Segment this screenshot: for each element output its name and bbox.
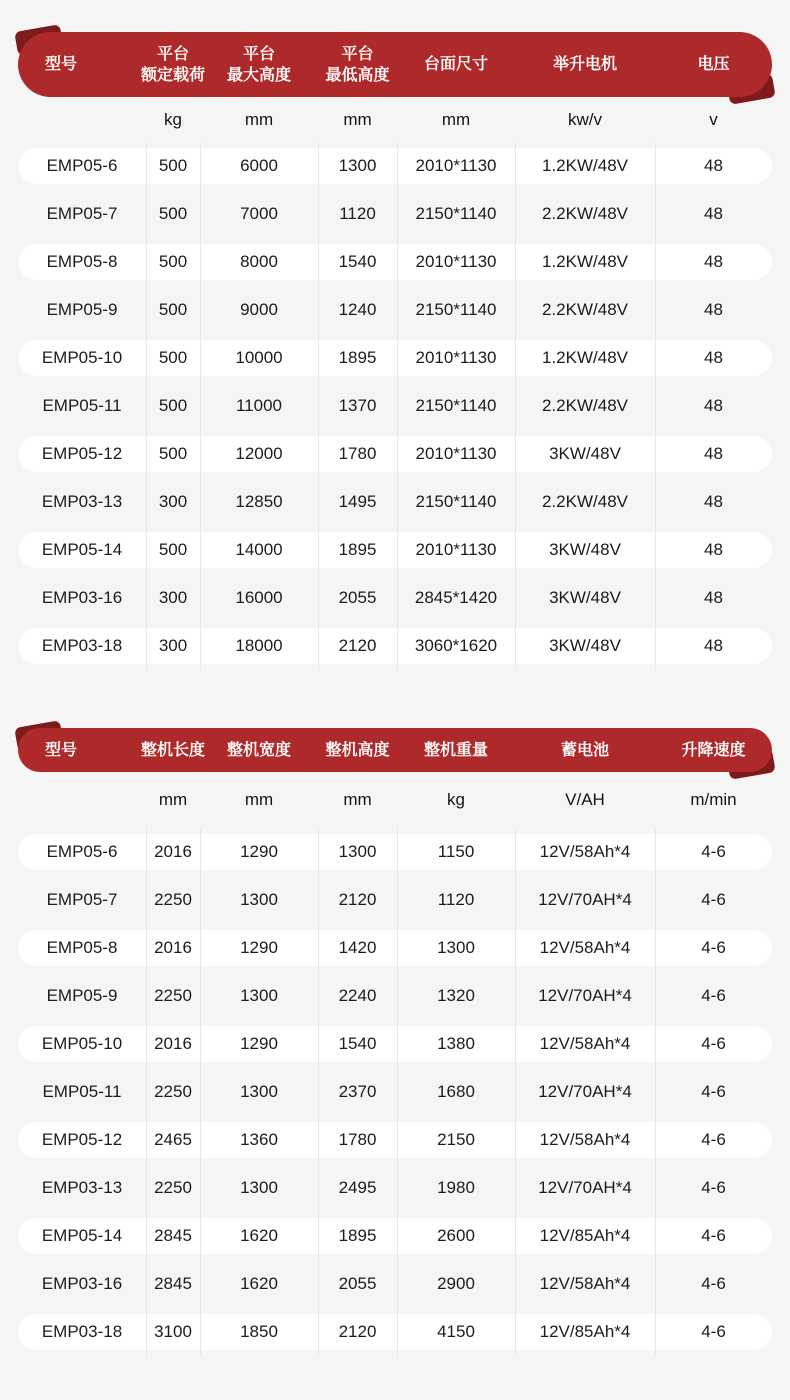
value-cell: 1895 xyxy=(338,348,377,367)
table-row xyxy=(18,882,772,918)
value-cell: 1895 xyxy=(338,540,377,559)
value-cell: 4-6 xyxy=(701,1322,726,1341)
value-cell: 1780 xyxy=(338,444,377,463)
value-cell: 12V/70AH*4 xyxy=(538,1082,632,1101)
value-cell: 1150 xyxy=(437,842,475,861)
table-row xyxy=(18,978,772,1014)
value-cell: 3KW/48V xyxy=(549,444,621,463)
column-divider xyxy=(318,828,319,1356)
machine-spec-table xyxy=(18,728,772,1356)
value-cell: 4-6 xyxy=(701,890,726,909)
value-cell: 300 xyxy=(158,492,188,511)
value-cell: 48 xyxy=(704,300,723,319)
value-cell: 10000 xyxy=(235,348,283,367)
column-divider xyxy=(515,142,516,670)
col-lift-speed: 升降速度 xyxy=(681,741,746,759)
value-cell: 2.2KW/48V xyxy=(542,204,628,223)
value-cell: 2845 xyxy=(154,1274,192,1293)
value-cell: 1895 xyxy=(338,1226,377,1245)
value-cell: 2845 xyxy=(154,1226,192,1245)
value-cell: 2016 xyxy=(154,938,192,957)
table-row xyxy=(18,1074,772,1110)
value-cell: 2.2KW/48V xyxy=(542,300,628,319)
value-cell: 2150*1140 xyxy=(415,204,497,223)
value-cell: 16000 xyxy=(235,588,283,607)
value-cell: 6000 xyxy=(240,156,278,175)
value-cell: 4-6 xyxy=(701,1178,726,1197)
column-divider xyxy=(515,828,516,1356)
value-cell: 4150 xyxy=(437,1322,475,1341)
unit-v: v xyxy=(709,109,718,129)
value-cell: 3KW/48V xyxy=(549,540,621,559)
value-cell: 1420 xyxy=(338,938,377,957)
value-cell: 4-6 xyxy=(701,1034,726,1053)
model-cell: EMP05-8 xyxy=(46,938,118,957)
value-cell: 1300 xyxy=(240,986,278,1005)
column-divider xyxy=(146,828,147,1356)
value-cell: 2016 xyxy=(154,1034,192,1053)
value-cell: 4-6 xyxy=(701,842,726,861)
model-cell: EMP05-14 xyxy=(41,540,123,559)
value-cell: 3100 xyxy=(154,1322,192,1341)
table-row xyxy=(18,436,772,472)
value-cell: 3KW/48V xyxy=(549,588,621,607)
value-cell: 48 xyxy=(704,636,723,655)
model-cell: EMP05-7 xyxy=(46,890,118,909)
value-cell: 2495 xyxy=(338,1178,377,1197)
value-cell: 11000 xyxy=(235,396,282,415)
value-cell: 1300 xyxy=(240,890,278,909)
value-cell: 12V/70AH*4 xyxy=(538,890,632,909)
value-cell: 48 xyxy=(704,540,723,559)
model-cell: EMP05-7 xyxy=(46,204,118,223)
value-cell: 2370 xyxy=(338,1082,377,1101)
column-divider xyxy=(397,142,398,670)
value-cell: 48 xyxy=(704,252,723,271)
value-cell: 4-6 xyxy=(701,1274,726,1293)
col-model: 型号 xyxy=(45,741,78,759)
col-rated-load: 平台 额定载荷 xyxy=(141,45,206,84)
model-cell: EMP05-9 xyxy=(46,986,118,1005)
col-overall-width: 整机宽度 xyxy=(226,741,291,759)
value-cell: 12V/58Ah*4 xyxy=(539,1130,631,1149)
model-cell: EMP03-18 xyxy=(41,636,123,655)
unit-mm-min: mm xyxy=(343,109,372,129)
value-cell: 1370 xyxy=(338,396,377,415)
model-cell: EMP03-16 xyxy=(41,588,123,607)
value-cell: 1120 xyxy=(339,204,376,223)
model-cell: EMP05-6 xyxy=(46,842,118,861)
value-cell: 500 xyxy=(158,156,188,175)
table-row xyxy=(18,628,772,664)
value-cell: 12V/58Ah*4 xyxy=(539,1034,631,1053)
table-row xyxy=(18,1122,772,1158)
value-cell: 2.2KW/48V xyxy=(542,492,628,511)
value-cell: 2120 xyxy=(338,636,377,655)
value-cell: 2150*1140 xyxy=(415,396,497,415)
value-cell: 9000 xyxy=(240,300,278,319)
model-cell: EMP05-8 xyxy=(46,252,118,271)
value-cell: 1.2KW/48V xyxy=(542,252,628,271)
value-cell: 1680 xyxy=(437,1082,475,1101)
value-cell: 1360 xyxy=(240,1130,278,1149)
table-row xyxy=(18,1314,772,1350)
value-cell: 12V/85Ah*4 xyxy=(539,1322,631,1341)
value-cell: 12V/70AH*4 xyxy=(538,1178,632,1197)
value-cell: 1.2KW/48V xyxy=(542,348,628,367)
table1-units-row xyxy=(18,97,772,142)
value-cell: 2016 xyxy=(154,842,192,861)
col-overall-length: 整机长度 xyxy=(141,741,206,759)
unit-kg: kg xyxy=(164,109,182,129)
col-model: 型号 xyxy=(45,56,78,73)
value-cell: 48 xyxy=(704,492,723,511)
unit-kwv: kw/v xyxy=(568,109,602,129)
value-cell: 1780 xyxy=(338,1130,377,1149)
value-cell: 48 xyxy=(704,444,723,463)
value-cell: 1980 xyxy=(437,1178,475,1197)
value-cell: 8000 xyxy=(240,252,278,271)
unit-kg: kg xyxy=(447,790,465,809)
value-cell: 300 xyxy=(158,636,188,655)
value-cell: 2250 xyxy=(154,890,192,909)
value-cell: 18000 xyxy=(235,636,283,655)
unit-mmin: m/min xyxy=(690,790,737,809)
col-battery: 蓄电池 xyxy=(560,741,609,759)
value-cell: 2150*1140 xyxy=(415,300,497,319)
value-cell: 2055 xyxy=(338,588,377,607)
value-cell: 48 xyxy=(704,396,723,415)
value-cell: 500 xyxy=(158,252,188,271)
table-row xyxy=(18,580,772,616)
value-cell: 2010*1130 xyxy=(415,252,497,271)
table1-header-row xyxy=(18,32,772,97)
column-divider xyxy=(200,828,201,1356)
value-cell: 14000 xyxy=(235,540,283,559)
value-cell: 1495 xyxy=(338,492,377,511)
value-cell: 1120 xyxy=(437,890,475,909)
column-divider xyxy=(200,142,201,670)
column-divider xyxy=(146,142,147,670)
value-cell: 2010*1130 xyxy=(415,348,497,367)
model-cell: EMP03-16 xyxy=(41,1274,123,1293)
value-cell: 2010*1130 xyxy=(415,156,497,175)
value-cell: 3060*1620 xyxy=(414,636,498,655)
table-row xyxy=(18,1170,772,1206)
value-cell: 12V/58Ah*4 xyxy=(539,1274,631,1293)
value-cell: 1620 xyxy=(240,1226,278,1245)
value-cell: 2600 xyxy=(437,1226,475,1245)
table-row xyxy=(18,340,772,376)
table2-rows xyxy=(18,828,772,1356)
value-cell: 1850 xyxy=(240,1322,278,1341)
value-cell: 4-6 xyxy=(701,1082,726,1101)
value-cell: 48 xyxy=(704,204,723,223)
value-cell: 2250 xyxy=(154,1082,192,1101)
value-cell: 4-6 xyxy=(701,1130,726,1149)
value-cell: 48 xyxy=(704,156,723,175)
value-cell: 2845*1420 xyxy=(414,588,498,607)
value-cell: 1320 xyxy=(437,986,475,1005)
value-cell: 500 xyxy=(158,348,188,367)
model-cell: EMP05-10 xyxy=(41,348,123,367)
spec-sheet xyxy=(18,0,772,1356)
col-lift-motor: 举升电机 xyxy=(552,56,617,73)
table-row xyxy=(18,388,772,424)
platform-spec-table xyxy=(18,32,772,670)
table-row xyxy=(18,532,772,568)
table-row xyxy=(18,148,772,184)
unit-mm-size: mm xyxy=(441,109,471,129)
table-row xyxy=(18,196,772,232)
value-cell: 2250 xyxy=(154,986,192,1005)
model-cell: EMP05-11 xyxy=(42,396,122,415)
unit-mm-max: mm xyxy=(244,109,274,129)
value-cell: 2120 xyxy=(338,1322,377,1341)
value-cell: 48 xyxy=(704,588,723,607)
value-cell: 2465 xyxy=(154,1130,192,1149)
value-cell: 300 xyxy=(158,588,188,607)
value-cell: 2240 xyxy=(338,986,377,1005)
value-cell: 500 xyxy=(158,444,188,463)
value-cell: 2055 xyxy=(338,1274,377,1293)
column-divider xyxy=(655,142,656,670)
model-cell: EMP05-12 xyxy=(41,444,123,463)
model-cell: EMP03-18 xyxy=(41,1322,123,1341)
col-voltage: 电压 xyxy=(697,56,730,73)
value-cell: 500 xyxy=(158,540,188,559)
value-cell: 12V/70AH*4 xyxy=(538,986,632,1005)
value-cell: 500 xyxy=(158,300,188,319)
col-overall-height: 整机高度 xyxy=(325,741,390,759)
column-divider xyxy=(655,828,656,1356)
value-cell: 4-6 xyxy=(701,938,726,957)
value-cell: 500 xyxy=(158,204,188,223)
value-cell: 2010*1130 xyxy=(415,444,497,463)
model-cell: EMP03-13 xyxy=(41,1178,123,1197)
value-cell: 1.2KW/48V xyxy=(542,156,628,175)
value-cell: 4-6 xyxy=(701,1226,726,1245)
table-row xyxy=(18,244,772,280)
value-cell: 48 xyxy=(704,348,723,367)
table2-units-row xyxy=(18,772,772,828)
table-row xyxy=(18,484,772,520)
value-cell: 1290 xyxy=(240,1034,278,1053)
table-row xyxy=(18,1266,772,1302)
col-min-height: 平台 最低高度 xyxy=(325,45,390,84)
value-cell: 1300 xyxy=(240,1178,278,1197)
value-cell: 1540 xyxy=(338,1034,377,1053)
value-cell: 1380 xyxy=(437,1034,475,1053)
model-cell: EMP05-10 xyxy=(41,1034,123,1053)
value-cell: 1240 xyxy=(338,300,377,319)
value-cell: 4-6 xyxy=(701,986,726,1005)
value-cell: 12V/58Ah*4 xyxy=(539,938,631,957)
col-platform-size: 台面尺寸 xyxy=(423,56,488,73)
unit-mm-width: mm xyxy=(244,790,274,809)
model-cell: EMP05-12 xyxy=(41,1130,123,1149)
unit-vah: V/AH xyxy=(565,790,605,809)
model-cell: EMP05-14 xyxy=(41,1226,123,1245)
value-cell: 1620 xyxy=(240,1274,278,1293)
value-cell: 1290 xyxy=(240,842,278,861)
model-cell: EMP05-6 xyxy=(46,156,118,175)
col-overall-weight: 整机重量 xyxy=(423,741,488,759)
column-divider xyxy=(318,142,319,670)
column-divider xyxy=(397,828,398,1356)
value-cell: 3KW/48V xyxy=(549,636,621,655)
model-cell: EMP05-11 xyxy=(42,1082,122,1101)
value-cell: 1300 xyxy=(338,842,377,861)
value-cell: 1290 xyxy=(240,938,278,957)
model-cell: EMP05-9 xyxy=(46,300,118,319)
col-max-height: 平台 最大高度 xyxy=(226,45,291,84)
value-cell: 12000 xyxy=(235,444,283,463)
table-gap xyxy=(18,670,772,728)
value-cell: 12V/85Ah*4 xyxy=(539,1226,631,1245)
value-cell: 2900 xyxy=(437,1274,475,1293)
value-cell: 2150*1140 xyxy=(415,492,497,511)
value-cell: 2120 xyxy=(338,890,377,909)
model-cell: EMP03-13 xyxy=(41,492,123,511)
table-row xyxy=(18,1218,772,1254)
table-row xyxy=(18,1026,772,1062)
value-cell: 1300 xyxy=(338,156,377,175)
table-row xyxy=(18,930,772,966)
value-cell: 2010*1130 xyxy=(415,540,497,559)
value-cell: 500 xyxy=(158,396,188,415)
table2-header-row xyxy=(18,728,772,772)
value-cell: 1300 xyxy=(240,1082,278,1101)
table-row xyxy=(18,292,772,328)
table-row xyxy=(18,834,772,870)
value-cell: 2250 xyxy=(154,1178,192,1197)
value-cell: 7000 xyxy=(240,204,278,223)
value-cell: 2.2KW/48V xyxy=(542,396,628,415)
value-cell: 12V/58Ah*4 xyxy=(539,842,631,861)
value-cell: 2150 xyxy=(437,1130,475,1149)
value-cell: 12850 xyxy=(235,492,283,511)
unit-mm-length: mm xyxy=(158,790,188,809)
table1-rows xyxy=(18,142,772,670)
unit-mm-height: mm xyxy=(343,790,372,809)
value-cell: 1540 xyxy=(338,252,377,271)
value-cell: 1300 xyxy=(437,938,475,957)
